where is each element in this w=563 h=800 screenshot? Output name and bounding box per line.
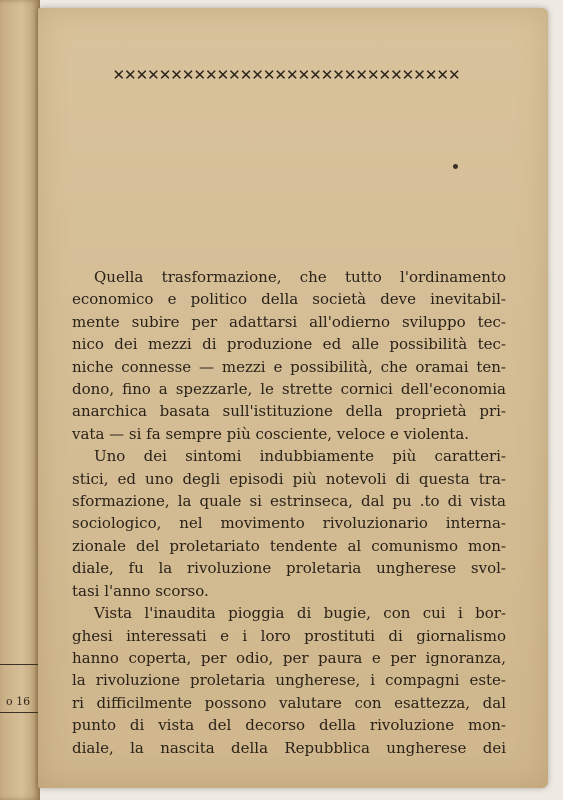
text-line: sformazione, la quale si estrinseca, dal pu .to di vista <box>72 492 506 511</box>
margin-rule-bottom <box>0 712 40 713</box>
text-line: zionale del proletariato tendente al comunismo mon- <box>72 536 506 555</box>
text-line: anarchica basata sull'istituzione della proprietà pri- <box>72 402 506 421</box>
text-line: niche connesse — mezzi e possibilità, che oramai ten- <box>72 357 506 376</box>
text-line: ghesi interessati e i loro prostituti di giornalismo <box>72 626 506 645</box>
text-line: nico dei mezzi di produzione ed alle possibilità tec- <box>72 335 506 354</box>
text-line: Uno dei sintomi indubbiamente più caratteri- <box>94 447 506 466</box>
text-line: ri difficilmente possono valutare con esattezza, dal <box>72 693 506 712</box>
text-line: stici, ed uno degli episodi più notevoli di questa tra- <box>72 469 506 488</box>
text-line: sociologico, nel movimento rivoluzionario interna- <box>72 514 506 533</box>
text-line: punto di vista del decorso della rivoluzione mon- <box>72 716 506 735</box>
text-line: hanno coperta, per odio, per paura e per ignoranza, <box>72 648 506 667</box>
text-line: diale, la nascita della Repubblica ungherese dei <box>72 738 506 757</box>
text-line: economico e politico della società deve inevitabil- <box>72 290 506 309</box>
text-line: vata — si fa sempre più cosciente, veloce e violenta. <box>72 424 470 443</box>
margin-rule-top <box>0 664 40 665</box>
text-line: la rivoluzione proletaria ungherese, i compagni este- <box>72 671 506 690</box>
text-line: Quella trasformazione, che tutto l'ordinamento <box>94 268 506 286</box>
facing-page-number: o 16 <box>6 695 31 708</box>
text-line: diale, fu la rivoluzione proletaria ungherese svol- <box>72 559 506 578</box>
text-line: tasi l'anno scorso. <box>72 581 209 600</box>
decorative-ornament-border: ✕✕✕✕✕✕✕✕✕✕✕✕✕✕✕✕✕✕✕✕✕✕✕✕✕✕✕✕✕✕ <box>112 66 460 84</box>
text-line: mente subire per adattarsi all'odierno sviluppo tec- <box>72 312 506 331</box>
book-page <box>38 8 548 788</box>
text-line: Vista l'inaudita pioggia di bugie, con cui i bor- <box>94 604 506 623</box>
body-text <box>72 266 506 759</box>
ink-speck <box>453 164 458 169</box>
text-line: dono, fino a spezzarle, le strette cornici dell'economia <box>72 380 506 399</box>
facing-page-edge <box>0 0 40 800</box>
